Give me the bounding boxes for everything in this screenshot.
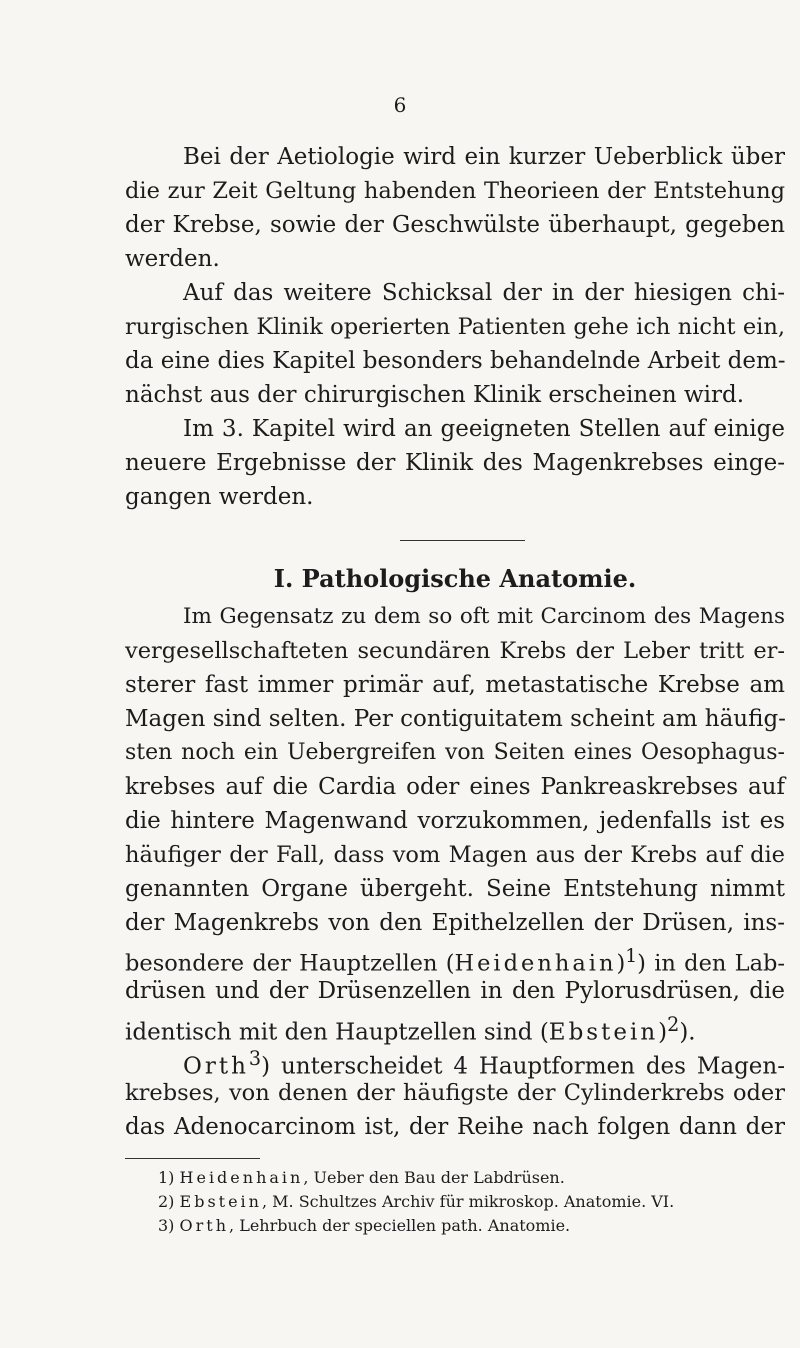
section-heading: I. Pathologische Anatomie. — [273, 564, 637, 593]
footnote: 3) Orth, Lehrbuch der speciellen path. Anatomie. — [158, 1216, 571, 1235]
body-line: vergesellschafteten secundären Krebs der Leber tritt er- — [125, 638, 785, 664]
author-name: Ebstein — [179, 1192, 262, 1211]
body-line: krebses, von denen der häufigste der Cylinderkrebs oder — [125, 1080, 785, 1106]
body-line: sten noch ein Uebergreifen von Seiten eines Oesophagus- — [125, 740, 785, 765]
author-name: Orth — [183, 1053, 249, 1080]
body-line: Auf das weitere Schicksal der in der hiesigen chi- — [183, 280, 785, 306]
footnote-divider — [125, 1158, 260, 1159]
author-name: Heidenhain — [454, 950, 617, 977]
footnote: 1) Heidenhain, Ueber den Bau der Labdrüsen. — [158, 1168, 565, 1187]
body-line: identisch mit den Hauptzellen sind (Ebstein)$^2$). — [125, 1013, 696, 1046]
body-line: gangen werden. — [125, 484, 314, 510]
body-line: der Magenkrebs von den Epithelzellen der Drüsen, ins- — [125, 910, 785, 936]
body-line: Magen sind selten. Per contiguitatem scheint am häufig- — [125, 706, 786, 732]
body-line: krebses auf die Cardia oder eines Pankreaskrebses auf — [125, 774, 785, 800]
body-line: das Adenocarcinom ist, der Reihe nach folgen dann der — [125, 1114, 785, 1140]
body-line: neuere Ergebnisse der Klinik des Magenkrebses einge- — [125, 450, 785, 476]
body-line: genannten Organe übergeht. Seine Entstehung nimmt — [125, 876, 785, 902]
body-line: die zur Zeit Geltung habenden Theorieen der Entstehung — [125, 178, 785, 204]
footnote: 2) Ebstein, M. Schultzes Archiv für mikroskop. Anatomie. VI. — [158, 1192, 675, 1211]
body-line: Im 3. Kapitel wird an geeigneten Stellen auf einige — [183, 416, 785, 442]
author-name: Ebstein — [548, 1019, 659, 1046]
body-line: sterer fast immer primär auf, metastatische Krebse am — [125, 672, 785, 698]
body-line: da eine dies Kapitel besonders behandelnde Arbeit dem- — [125, 348, 786, 374]
footnote-ref: 1 — [625, 946, 638, 967]
footnote-ref: 3 — [248, 1047, 262, 1070]
body-line: die hintere Magenwand vorzukommen, jedenfalls ist es — [125, 808, 785, 834]
body-line: drüsen und der Drüsenzellen in den Pylorusdrüsen, die — [125, 978, 785, 1004]
body-line: häufiger der Fall, dass vom Magen aus der Krebs auf die — [125, 842, 785, 868]
body-line: Im Gegensatz zu dem so oft mit Carcinom des Magens — [183, 604, 785, 629]
body-line: nächst aus der chirurgischen Klinik erscheinen wird. — [125, 382, 745, 408]
body-line: Orth$^3$) unterscheidet 4 Hauptformen des Magen- — [183, 1047, 785, 1080]
author-name: Orth — [179, 1216, 230, 1235]
footnote-ref: 2 — [667, 1013, 680, 1036]
body-line: besondere der Hauptzellen (Heidenhain)$^1$) in den Lab- — [125, 946, 785, 977]
body-line: Bei der Aetiologie wird ein kurzer Ueberblick über — [183, 144, 785, 170]
section-divider — [400, 540, 525, 541]
body-line: werden. — [125, 246, 220, 272]
body-line: der Krebse, sowie der Geschwülste überhaupt, gegeben — [125, 212, 785, 238]
page-number: 6 — [393, 93, 407, 117]
author-name: Heidenhain — [179, 1168, 304, 1187]
body-line: rurgischen Klinik operierten Patienten gehe ich nicht ein, — [125, 314, 785, 340]
